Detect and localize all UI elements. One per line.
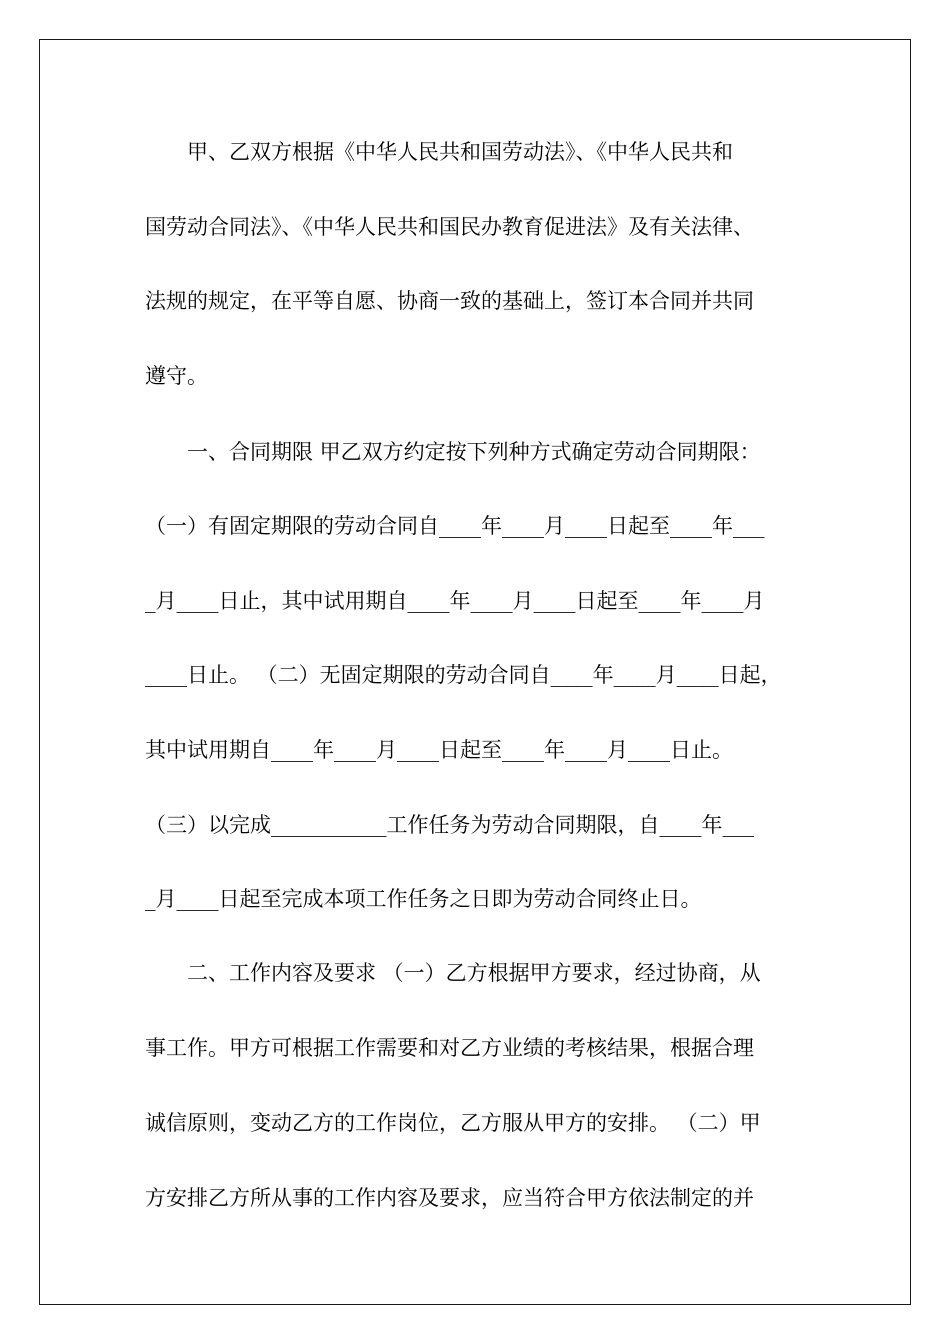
text-line-11: _月____日起至完成本项工作任务之日即为劳动合同终止日。: [145, 887, 702, 911]
text-line-1: 甲、乙双方根据《中华人民共和国劳动法》、《中华人民共和: [145, 140, 733, 164]
text-line-6: （一）有固定期限的劳动合同自____年____月____日起至____年___: [145, 514, 765, 538]
text-line-5: 一、合同期限 甲乙双方约定按下列种方式确定劳动合同期限：: [145, 440, 761, 464]
text-line-15: 方安排乙方所从事的工作内容及要求，应当符合甲方依法制定的并: [145, 1186, 754, 1210]
text-line-12: 二、工作内容及要求 （一）乙方根据甲方要求，经过协商，从: [145, 961, 761, 985]
text-line-3: 法规的规定，在平等自愿、协商一致的基础上，签订本合同并共同: [145, 289, 754, 313]
text-line-14: 诚信原则，变动乙方的工作岗位，乙方服从甲方的安排。 （二）甲: [145, 1111, 761, 1135]
text-line-7: _月____日止，其中试用期自____年____月____日起至____年____月: [145, 589, 765, 613]
text-line-2: 国劳动合同法》、《中华人民共和国民办教育促进法》及有关法律、: [145, 215, 754, 239]
text-line-8: ____日止。 （二）无固定期限的劳动合同自____年____月____日起，: [145, 663, 782, 687]
text-line-4: 遵守。: [145, 364, 208, 388]
text-line-13: 事工作。甲方可根据工作需要和对乙方业绩的考核结果，根据合理: [145, 1036, 754, 1060]
text-line-10: （三）以完成___________工作任务为劳动合同期限，自____年___: [145, 813, 754, 837]
text-line-9: 其中试用期自____年____月____日起至____年____月____日止。: [145, 738, 733, 762]
